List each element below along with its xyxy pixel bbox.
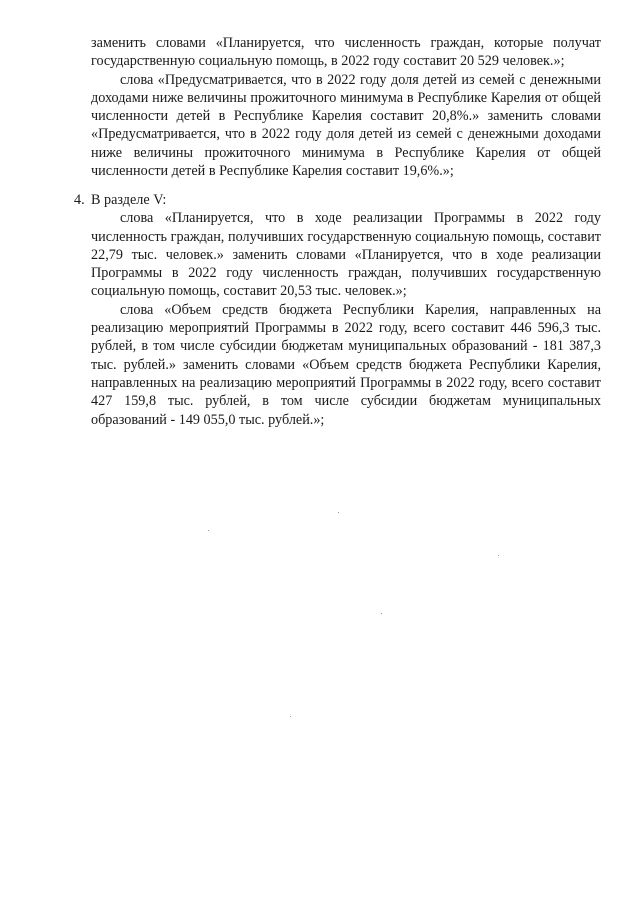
paragraph-budget-funds: слова «Объем средств бюджета Республики Карелия, направленных на реализацию мероприятий Программы в 2022 году, всего составит 446 596,3 тыс. рублей, в том числе субсидии бюджетам муниципальных образований - 181 387,3 тыс. рублей.» заменить словами «Объем средств бюджета Республики Карелия, направленных на реализацию мероприятий Программы в 2022 году, всего составит 427 159,8 тыс. рублей, в том числе субсидии бюджетам муниципальных образований - 149 055,0 тыс. рублей.»; [91, 301, 601, 428]
section-number: 4. [74, 192, 85, 208]
section-heading [74, 191, 601, 209]
continued-text-block [91, 34, 601, 180]
paragraph-children-poverty-share: слова «Предусматривается, что в 2022 году доля детей из семей с денежными доходами ниже величины прожиточного минимума в Республике Карелия от общей численности детей в Республике Карелия составит 20,8%.» заменить словами «Предусматривается, что в 2022 году доля детей из семей с денежными доходами ниже величины прожиточного минимума в Республике Карелия от общей численности детей в Республике Карелия составит 19,6%.»; [91, 71, 601, 180]
paragraph-continuation: заменить словами «Планируется, что численность граждан, которые получат государственную социальную помощь, в 2022 году составит 20 529 человек.»; [91, 35, 601, 70]
section-4-block [74, 191, 601, 429]
paragraph-citizens-assistance: слова «Планируется, что в ходе реализации Программы в 2022 году численность граждан, получивших государственную социальную помощь, составит 22,79 тыс. человек.» заменить словами «Планируется, что в ходе реализации Программы в 2022 году численность граждан, получивших государственную социальную помощь, составит 20,53 тыс. человек.»; [91, 210, 601, 300]
section-title: В разделе V: [91, 192, 167, 208]
